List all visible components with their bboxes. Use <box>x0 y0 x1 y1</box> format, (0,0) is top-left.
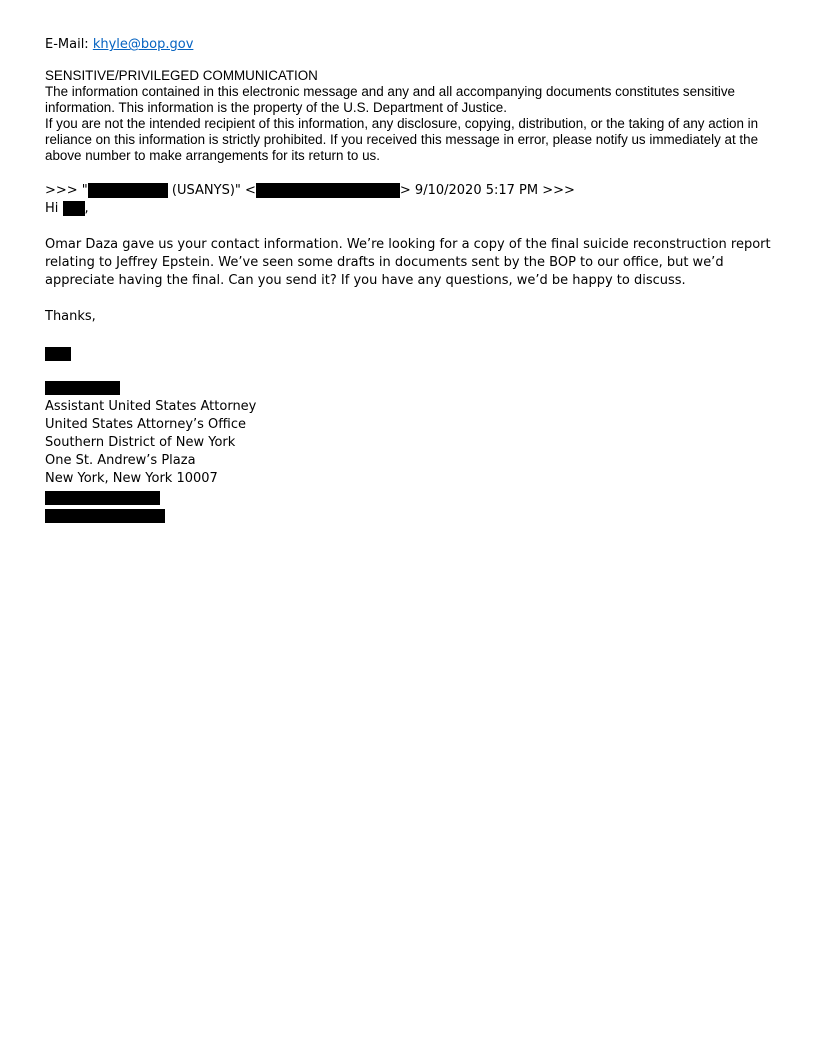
notice-paragraph-2: If you are not the intended recipient of this information, any disclosure, copying, distribution, or the taking of any action in reliance on this information is strictly prohibited. If you received this message in error, please notify us immediately at the above number to make arrangements for its return to us. <box>45 116 759 163</box>
quoted-org: (USANYS)" < <box>167 183 256 198</box>
signature-block <box>45 381 785 523</box>
email-document <box>45 36 785 523</box>
message-body: Omar Daza gave us your contact information. We’re looking for a copy of the final suicide reconstruction report relating to Jeffrey Epstein. We’ve seen some drafts in documents sent by the BOP to our office, but we’d appreciate having the final. Can you send it? If you have any questions, we’d be happy to discuss. <box>45 237 771 288</box>
quoted-prefix: >>> " <box>45 183 88 198</box>
signature-office: United States Attorney’s Office <box>45 417 247 432</box>
notice-title: SENSITIVE/PRIVILEGED COMMUNICATION <box>45 68 318 83</box>
signature-title: Assistant United States Attorney <box>45 399 257 414</box>
redaction-block <box>63 201 85 216</box>
redaction-block <box>45 491 160 505</box>
privileged-notice <box>45 68 785 164</box>
redaction-block <box>45 381 120 395</box>
signature-city: New York, New York 10007 <box>45 471 218 486</box>
redaction-block <box>88 183 168 198</box>
greeting-line <box>45 200 785 218</box>
notice-paragraph-1: The information contained in this electronic message and any and all accompanying documents constitutes sensitive information. This information is the property of the U.S. Department of Justice. <box>45 84 736 115</box>
email-contact-line <box>45 36 785 54</box>
redaction-block <box>45 509 165 523</box>
redaction-block <box>256 183 400 198</box>
email-label: E-Mail: <box>45 37 93 52</box>
email-link[interactable]: khyle@bop.gov <box>92 37 194 52</box>
greeting-comma: , <box>84 201 89 216</box>
greeting-text: Hi <box>45 201 63 216</box>
signature-district: Southern District of New York <box>45 435 236 450</box>
signature-street: One St. Andrew’s Plaza <box>45 453 196 468</box>
closing-text: Thanks, <box>45 309 96 324</box>
quoted-timestamp: > 9/10/2020 5:17 PM >>> <box>399 183 575 198</box>
redaction-block <box>45 347 71 361</box>
quoted-header-line <box>45 182 785 200</box>
